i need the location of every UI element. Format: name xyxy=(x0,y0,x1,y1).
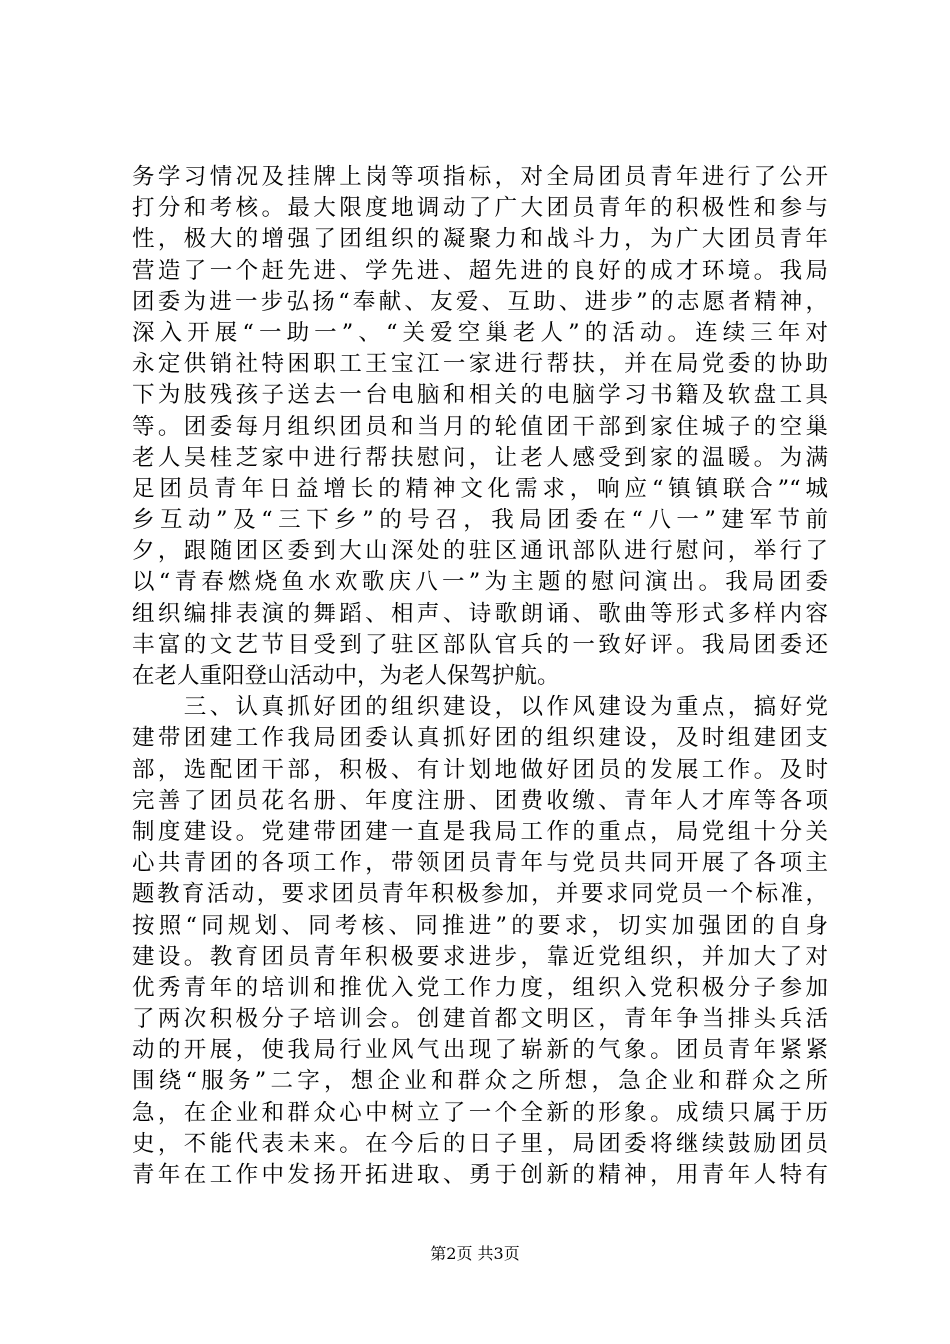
text-line: 三、认真抓好团的组织建设，以作风建设为重点，搞好党 xyxy=(132,694,828,721)
document-body xyxy=(132,162,828,1191)
text-line: 心共青团的各项工作，带领团员青年与党员共同开展了各项主 xyxy=(132,850,828,877)
text-line: 组织编排表演的舞蹈、相声、诗歌朗诵、歌曲等形式多样内容 xyxy=(132,600,828,627)
text-line: 下为肢残孩子送去一台电脑和相关的电脑学习书籍及软盘工具 xyxy=(132,382,828,409)
text-line: 足团员青年日益增长的精神文化需求，响应“镇镇联合”“城 xyxy=(132,475,828,502)
text-line: 等。团委每月组织团员和当月的轮值团干部到家住城子的空巢 xyxy=(132,413,828,440)
text-line: 性，极大的增强了团组织的凝聚力和战斗力，为广大团员青年 xyxy=(132,226,828,253)
text-line: 建带团建工作我局团委认真抓好团的组织建设，及时组建团支 xyxy=(132,725,828,752)
text-line: 青年在工作中发扬开拓进取、勇于创新的精神，用青年人特有 xyxy=(132,1162,828,1188)
page-number-footer: 第2页 共3页 xyxy=(430,1244,520,1263)
text-line: 在老人重阳登山活动中，为老人保驾护航。 xyxy=(132,663,560,689)
text-line: 夕，跟随团区委到大山深处的驻区通讯部队进行慰问，举行了 xyxy=(132,538,828,565)
text-line: 打分和考核。最大限度地调动了广大团员青年的积极性和参与 xyxy=(132,195,828,222)
text-line: 了两次积极分子培训会。创建首都文明区，青年争当排头兵活 xyxy=(132,1006,828,1033)
text-line: 史，不能代表未来。在今后的日子里，局团委将继续鼓励团员 xyxy=(132,1130,828,1157)
text-line: 团委为进一步弘扬“奉献、友爱、互助、进步”的志愿者精神， xyxy=(132,288,828,315)
text-line: 务学习情况及挂牌上岗等项指标，对全局团员青年进行了公开 xyxy=(132,164,828,190)
text-line: 建设。教育团员青年积极要求进步，靠近党组织，并加大了对 xyxy=(132,943,828,970)
text-line: 优秀青年的培训和推优入党工作力度，组织入党积极分子参加 xyxy=(132,974,828,1001)
text-line: 按照“同规划、同考核、同推进”的要求，切实加强团的自身 xyxy=(132,912,828,939)
text-line: 完善了团员花名册、年度注册、团费收缴、青年人才库等各项 xyxy=(132,787,828,814)
text-line: 以“青春燃烧鱼水欢歌庆八一”为主题的慰问演出。我局团委 xyxy=(132,569,828,596)
text-line: 部，选配团干部，积极、有计划地做好团员的发展工作。及时 xyxy=(132,756,828,783)
text-line: 围绕“服务”二字，想企业和群众之所想，急企业和群众之所 xyxy=(132,1068,828,1095)
text-line: 营造了一个赶先进、学先进、超先进的良好的成才环境。我局 xyxy=(132,257,828,284)
text-line: 丰富的文艺节目受到了驻区部队官兵的一致好评。我局团委还 xyxy=(132,631,828,658)
text-line: 老人吴桂芝家中进行帮扶慰问，让老人感受到家的温暖。为满 xyxy=(132,444,828,471)
text-line: 题教育活动，要求团员青年积极参加，并要求同党员一个标准， xyxy=(132,881,828,908)
text-line: 制度建设。党建带团建一直是我局工作的重点，局党组十分关 xyxy=(132,818,828,845)
text-line: 深入开展“一助一”、“关爱空巢老人”的活动。连续三年对 xyxy=(132,319,828,346)
text-line: 永定供销社特困职工王宝江一家进行帮扶，并在局党委的协助 xyxy=(132,351,828,378)
text-line: 动的开展，使我局行业风气出现了崭新的气象。团员青年紧紧 xyxy=(132,1037,828,1064)
text-line: 急，在企业和群众心中树立了一个全新的形象。成绩只属于历 xyxy=(132,1099,828,1126)
text-line: 乡互动”及“三下乡”的号召，我局团委在“八一”建军节前 xyxy=(132,507,828,534)
